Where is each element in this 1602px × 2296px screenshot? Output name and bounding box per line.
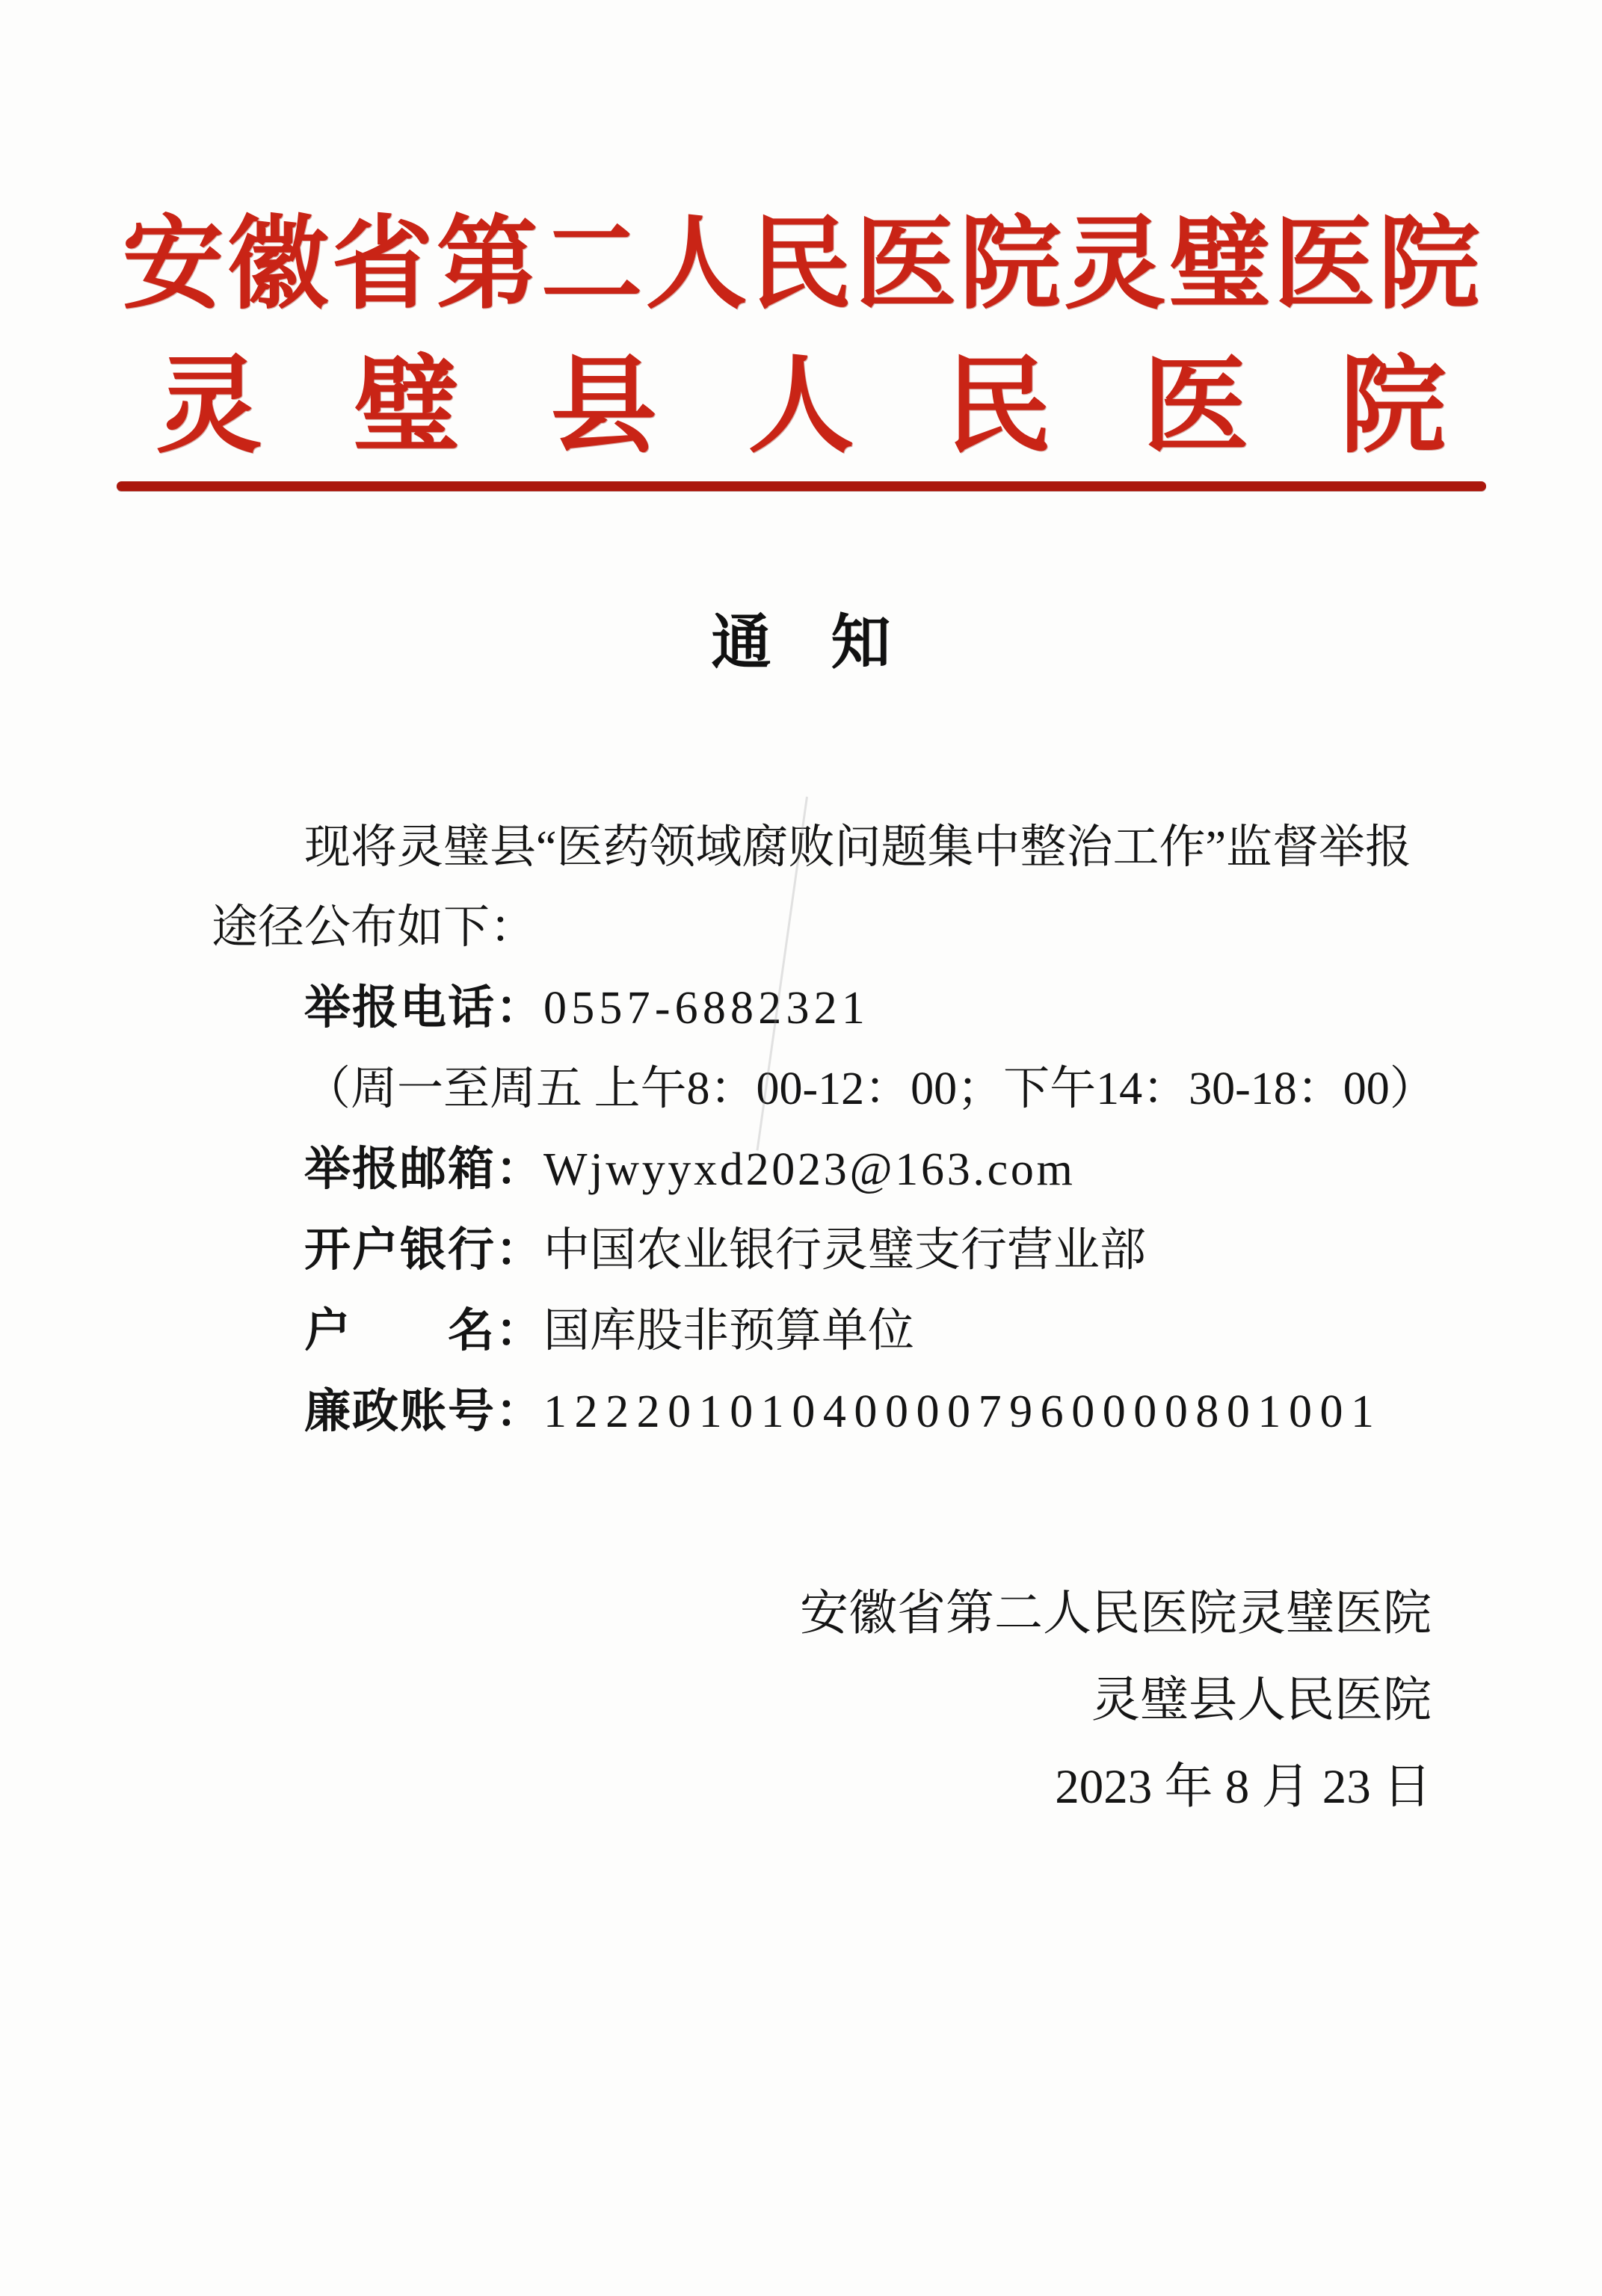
signature-block (0, 1570, 1602, 1830)
notice-body (0, 808, 1602, 1452)
contact-line-account-number (212, 1371, 1482, 1452)
letterhead (0, 0, 1602, 491)
email-value: Wjwyyxd2023@163.com (543, 1144, 1076, 1195)
letterhead-org-line2: 灵璧县人民医院 (155, 348, 1538, 466)
signature-date: 2023 年 8 月 23 日 (1055, 1760, 1432, 1814)
contact-line-hours (212, 1049, 1482, 1129)
contact-line-email (212, 1129, 1482, 1210)
signature-org-line1: 安徽省第二人民医院灵璧医院 (799, 1587, 1432, 1641)
account-number-value: 122201010400007960000801001 (543, 1386, 1382, 1437)
bank-value: 中国农业银行灵璧支行营业部 (543, 1225, 1147, 1276)
letterhead-divider-rule (117, 481, 1486, 491)
phone-value: 0557-6882321 (543, 983, 870, 1034)
phone-label: 举报电话： (304, 982, 544, 1034)
intro-line-2: 途径公布如下： (212, 902, 537, 953)
account-number-label: 廉政账号： (304, 1386, 544, 1437)
account-name-label: 户 名： (304, 1305, 544, 1357)
account-name-value: 国库股非预算单位 (543, 1306, 915, 1357)
contact-line-phone (212, 968, 1482, 1049)
intro-line-1: 现将灵璧县“医药领域腐败问题集中整治工作”监督举报 (304, 822, 1412, 873)
signature-org-line2: 灵璧县人民医院 (1091, 1673, 1432, 1727)
bank-label: 开户银行： (304, 1224, 544, 1276)
contact-line-bank (212, 1210, 1482, 1291)
hours-value: （周一至周五 上午8：00-12：00；下午14：30-18：00） (304, 1064, 1436, 1114)
contact-line-account-name (212, 1291, 1482, 1371)
page-title: 通 知 (711, 611, 891, 676)
letterhead-org-line1: 安徽省第二人民医院灵璧医院 (122, 209, 1483, 321)
email-label: 举报邮箱： (304, 1144, 544, 1195)
